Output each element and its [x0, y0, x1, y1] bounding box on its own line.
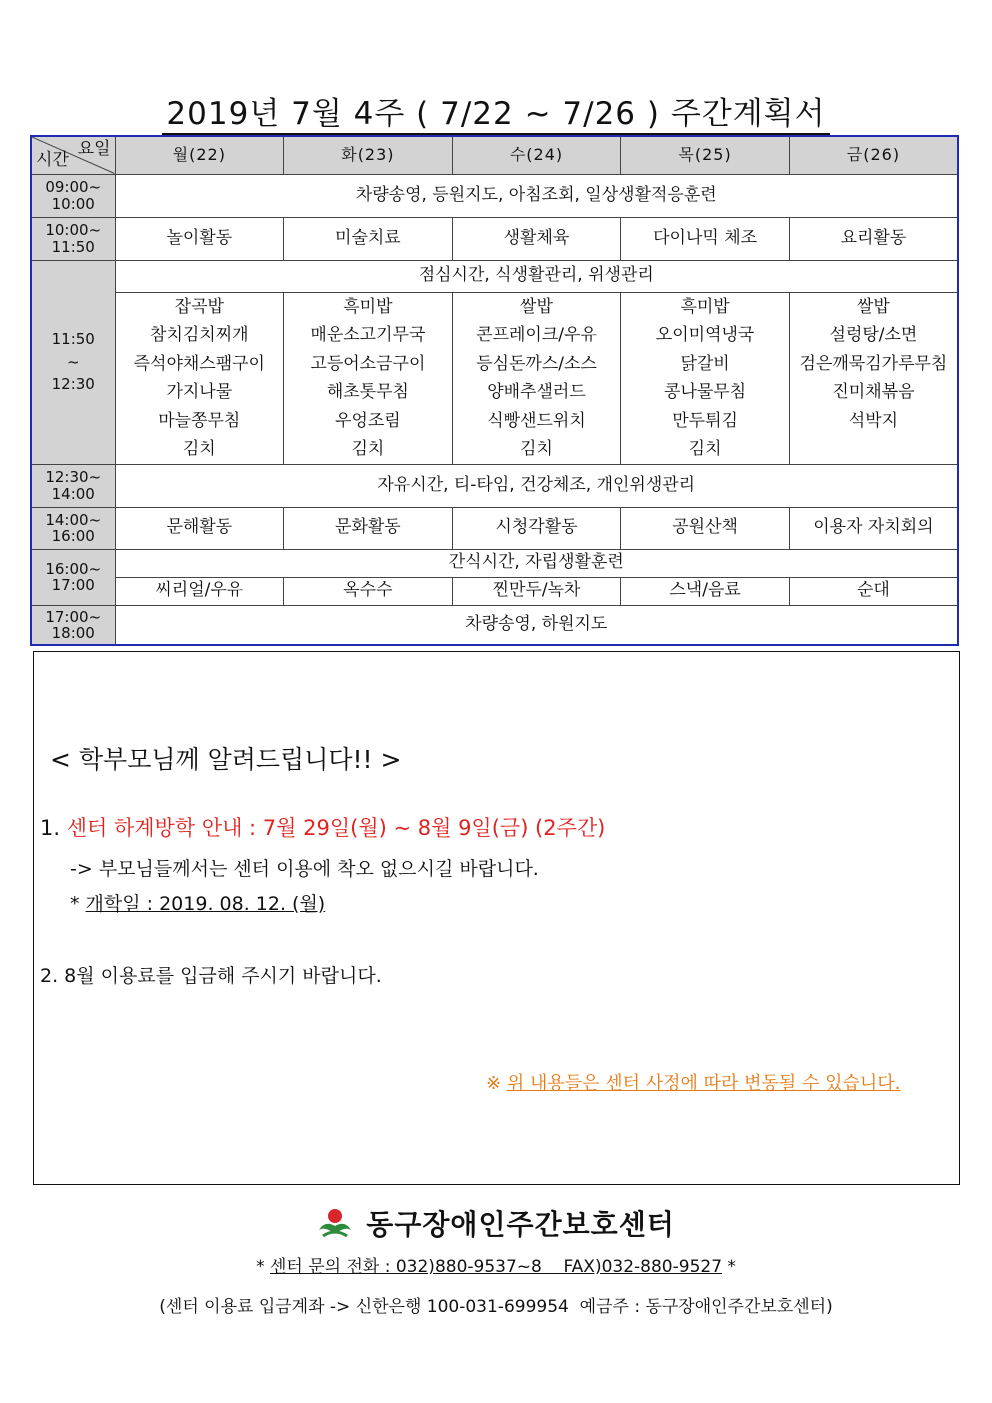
schedule-row-1000 — [31, 217, 958, 260]
menu-item: 김치 — [351, 439, 385, 459]
menu-item: 등심돈까스/소스 — [476, 353, 597, 374]
activity-cell-mon: 문해활동 — [115, 507, 284, 549]
time-cell: 12:30~ 14:00 — [31, 464, 115, 507]
menu-item: 가지나물 — [166, 382, 233, 402]
menu-item: 쌀밥 — [857, 296, 890, 317]
corner-day-label: 요일 — [77, 139, 111, 159]
menu-item: 잡곡밥 — [174, 296, 224, 317]
time-cell: 11:50 ~ 12:30 — [31, 260, 115, 464]
schedule-row-1600 — [31, 549, 958, 577]
snack-cell-wed: 찐만두/녹차 — [452, 577, 621, 605]
menu-item: 김치 — [520, 439, 553, 459]
menu-item: 매운소고기무국 — [310, 325, 426, 345]
activity-cell: 자유시간, 티-타임, 건강체조, 개인위생관리 — [115, 464, 958, 507]
schedule-row-1230 — [31, 464, 958, 507]
lunch-menu-tue — [284, 292, 453, 464]
lunch-menu-row — [31, 292, 958, 464]
lunch-menu-thu — [621, 292, 790, 464]
contact-info: 센터 문의 전화 : 032)880-9537~8 FAX)032-880-9527 — [269, 1257, 723, 1277]
day-header-fri: 금(26) — [789, 136, 958, 174]
activity-cell: 점심시간, 식생활관리, 위생관리 — [115, 260, 958, 292]
time-cell: 17:00~ 18:00 — [31, 605, 115, 645]
activity-cell-fri: 이용자 자치회의 — [789, 507, 958, 549]
notice-item-2: 2. 8월 이용료를 입금해 주시기 바랍니다. — [40, 965, 382, 987]
menu-item: 우엉조림 — [335, 410, 401, 431]
snack-cell-fri: 순대 — [789, 577, 958, 605]
day-header-thu: 목(25) — [621, 136, 790, 174]
menu-item: 해초톳무침 — [326, 382, 409, 402]
activity-cell-thu: 다이나믹 체조 — [621, 217, 790, 260]
menu-item: 흑미밥 — [343, 296, 393, 317]
menu-item: 오이미역냉국 — [655, 325, 755, 345]
schedule-row-1700 — [31, 605, 958, 645]
menu-item: 김치 — [182, 439, 216, 459]
menu-item: 설렁탕/소면 — [829, 325, 918, 345]
menu-item — [790, 435, 957, 464]
activity-cell: 차량송영, 등원지도, 아침조회, 일상생활적응훈련 — [115, 174, 958, 217]
snack-row — [31, 577, 958, 605]
menu-item: 검은깨묵김가루무침 — [799, 353, 948, 374]
notice-item-1-text: 센터 하계방학 안내 : 7월 29일(월) ~ 8월 9일(금) (2주간) — [66, 816, 606, 840]
activity-cell-fri: 요리활동 — [789, 217, 958, 260]
weekly-schedule-table — [30, 135, 959, 646]
menu-item: 즉석야채스팸구이 — [133, 353, 265, 374]
footnote-mark: ※ — [486, 1073, 502, 1094]
menu-item: 마늘쫑무침 — [158, 410, 241, 431]
page-title: 2019년 7월 4주 ( 7/22 ~ 7/26 ) 주간계획서 — [0, 88, 992, 133]
menu-item: 콩나물무침 — [664, 382, 747, 402]
schedule-row-1400 — [31, 507, 958, 549]
center-logo-icon — [317, 1206, 353, 1240]
notice-item-1-sub: -> 부모님들께서는 센터 이용에 착오 없으시길 바랍니다. — [70, 858, 539, 880]
corner-cell — [31, 136, 115, 174]
footnote-text: 위 내용들은 센터 사정에 따라 변동될 수 있습니다. — [506, 1073, 901, 1094]
activity-cell: 차량송영, 하원지도 — [115, 605, 958, 645]
time-cell: 10:00~ 11:50 — [31, 217, 115, 260]
corner-time-label: 시간 — [36, 150, 69, 171]
lunch-menu-mon — [115, 292, 284, 464]
activity-cell-thu: 공원산책 — [621, 507, 790, 549]
contact-star-left: * — [256, 1257, 265, 1277]
schedule-row-lunch — [31, 260, 958, 292]
activity-cell-tue: 문화활동 — [284, 507, 453, 549]
notice-reopen-date: 개학일 : 2019. 08. 12. (월) — [85, 893, 326, 915]
schedule-row-0900 — [31, 174, 958, 217]
menu-item: 석박지 — [848, 410, 899, 431]
menu-item: 흑미밥 — [680, 296, 730, 317]
menu-item: 콘프레이크/우유 — [476, 325, 597, 345]
contact-line — [0, 1252, 992, 1277]
menu-item: 쌀밥 — [520, 296, 553, 317]
menu-item: 고등어소금구이 — [310, 353, 426, 374]
menu-item: 식빵샌드위치 — [487, 410, 586, 431]
contact-star-right: * — [727, 1257, 736, 1277]
menu-item: 양배추샐러드 — [487, 382, 586, 402]
snack-cell-mon: 씨리얼/우유 — [115, 577, 284, 605]
day-header-row — [31, 136, 958, 174]
activity-cell-tue: 미술치료 — [284, 217, 453, 260]
menu-item: 닭갈비 — [680, 353, 730, 374]
notice-reopen-line — [70, 889, 325, 916]
activity-cell-wed: 시청각활동 — [452, 507, 621, 549]
bank-account-line: (센터 이용료 입금계좌 -> 신한은행 100-031-699954 예금주 : 동구장애인주간보호센터) — [159, 1297, 833, 1317]
center-name: 동구장애인주간보호센터 — [366, 1208, 675, 1241]
center-logo-row — [0, 1203, 992, 1243]
notice-item-1-number: 1. — [40, 816, 61, 840]
snack-cell-thu: 스낵/음료 — [621, 577, 790, 605]
notice-footnote — [486, 1069, 900, 1095]
menu-item: 진미채볶음 — [832, 382, 915, 402]
time-cell: 09:00~ 10:00 — [31, 174, 115, 217]
activity-cell: 간식시간, 자립생활훈련 — [115, 549, 958, 577]
notice-item-1 — [40, 812, 605, 842]
activity-cell-wed: 생활체육 — [452, 217, 621, 260]
notice-star: * — [70, 893, 80, 915]
menu-item: 만두튀김 — [672, 410, 738, 431]
day-header-mon: 월(22) — [115, 136, 284, 174]
activity-cell-mon: 놀이활동 — [115, 217, 284, 260]
snack-cell-tue: 옥수수 — [284, 577, 453, 605]
time-cell: 16:00~ 17:00 — [31, 549, 115, 605]
day-header-wed: 수(24) — [452, 136, 621, 174]
lunch-menu-wed — [452, 292, 621, 464]
menu-item: 김치 — [688, 439, 722, 459]
day-header-tue: 화(23) — [284, 136, 453, 174]
notice-box — [33, 651, 960, 1185]
notice-heading: < 학부모님께 알려드립니다!! > — [50, 745, 402, 774]
lunch-menu-fri — [789, 292, 958, 464]
time-cell: 14:00~ 16:00 — [31, 507, 115, 549]
menu-item: 참치김치찌개 — [150, 325, 249, 345]
